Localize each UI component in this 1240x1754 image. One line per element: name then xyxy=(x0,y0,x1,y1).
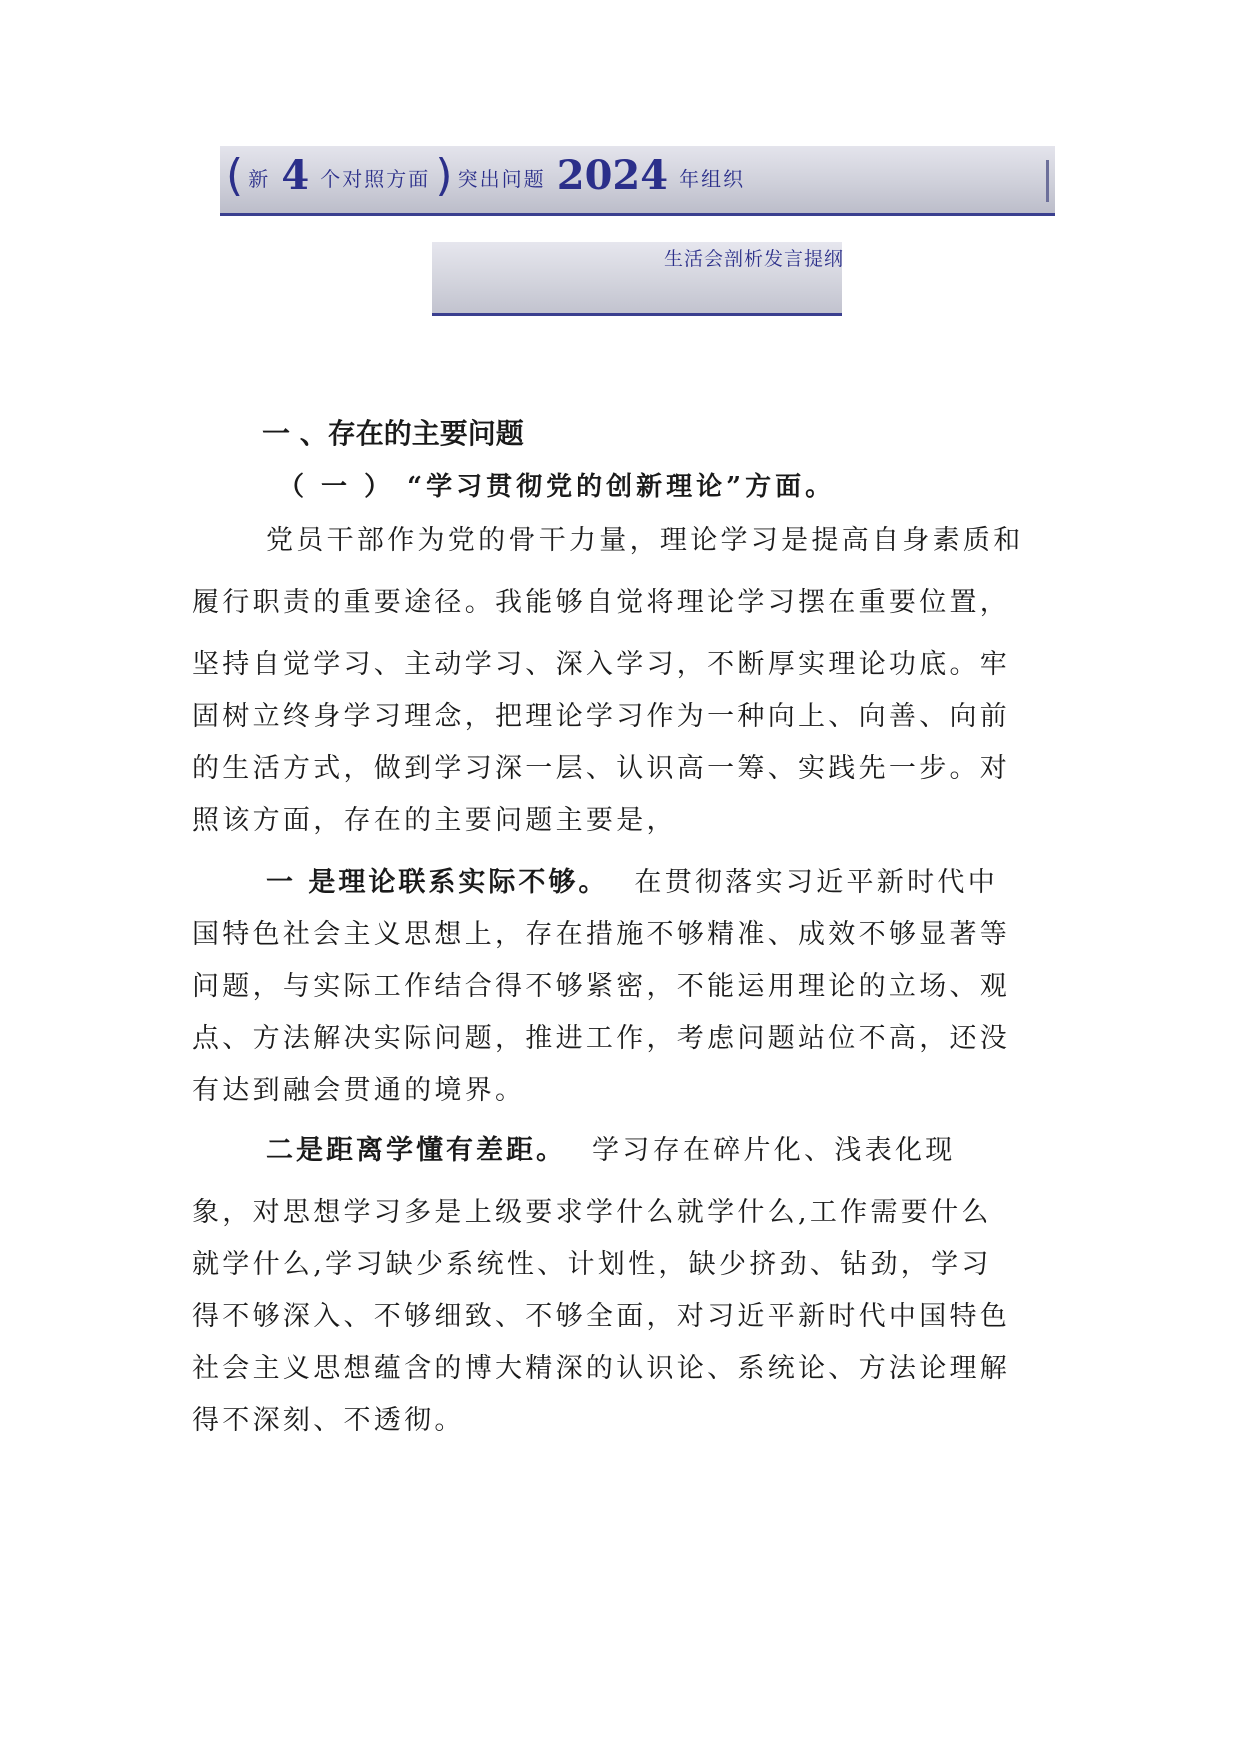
paragraph1-line: 坚持自觉学习、主动学习、深入学习，不断厚实理论功底。牢 xyxy=(192,649,1011,680)
paragraph1-line: 党员干部作为党的骨干力量，理论学习是提高自身素质和 xyxy=(266,525,1024,556)
paragraph2-line: 国特色社会主义思想上，存在措施不够精准、成效不够显著等 xyxy=(192,919,1011,950)
title-word-new: 新 xyxy=(248,167,271,191)
title-text-aspects: 个对照方面 xyxy=(320,167,431,191)
section-heading: 一 、存在的主要问题 xyxy=(262,417,524,450)
paragraph3-lead: 二是距离学懂有差距。 xyxy=(266,1135,566,1166)
paragraph2-line: 问题，与实际工作结合得不够紧密，不能运用理论的立场、观 xyxy=(192,971,1011,1002)
title-year: 2024 xyxy=(556,152,669,199)
paragraph3-line: 社会主义思想蕴含的博大精深的认识论、系统论、方法论理解 xyxy=(192,1353,1011,1384)
title-paren-close: ) xyxy=(435,150,453,201)
paragraph2-lead: 一 是理论联系实际不够。 xyxy=(266,867,609,898)
section-subheading: （ 一 ） “学习贯彻党的创新理论”方面。 xyxy=(278,472,836,502)
subtitle-banner xyxy=(432,242,845,316)
paragraph3-first-line xyxy=(266,1128,956,1167)
document-title xyxy=(226,150,745,201)
paragraph3-line: 就学什么,学习缺少系统性、计划性，缺少挤劲、钻劲，学习 xyxy=(192,1249,992,1280)
title-text-issues: 突出问题 xyxy=(457,167,546,191)
title-banner xyxy=(220,146,1055,216)
paragraph3-line: 得不深刻、不透彻。 xyxy=(192,1405,465,1436)
paragraph1-line: 照该方面，存在的主要问题主要是， xyxy=(192,805,677,836)
paragraph2-first-line xyxy=(266,860,998,899)
title-paren-open: ( xyxy=(226,150,244,201)
document-subtitle: 生活会剖析发言提纲 xyxy=(664,248,845,270)
paragraph2-first-line-text: 在贯彻落实习近平新时代中 xyxy=(634,867,999,898)
paragraph3-line: 得不够深入、不够细致、不够全面，对习近平新时代中国特色 xyxy=(192,1301,1011,1332)
paragraph1-line: 固树立终身学习理念，把理论学习作为一种向上、向善、向前 xyxy=(192,701,1011,732)
paragraph1-line: 的生活方式，做到学习深一层、认识高一筹、实践先一步。对 xyxy=(192,753,1011,784)
title-number: 4 xyxy=(281,152,310,199)
paragraph2-line: 有达到融会贯通的境界。 xyxy=(192,1075,526,1106)
paragraph1-line: 履行职责的重要途径。我能够自觉将理论学习摆在重要位置， xyxy=(192,587,1011,618)
paragraph2-line: 点、方法解决实际问题，推进工作，考虑问题站位不高，还没 xyxy=(192,1023,1011,1054)
paragraph3-line: 象，对思想学习多是上级要求学什么就学什么,工作需要什么 xyxy=(192,1197,992,1228)
title-text-organize: 年组织 xyxy=(679,167,746,191)
paragraph3-first-line-text: 学习存在碎片化、浅表化现 xyxy=(592,1135,956,1166)
